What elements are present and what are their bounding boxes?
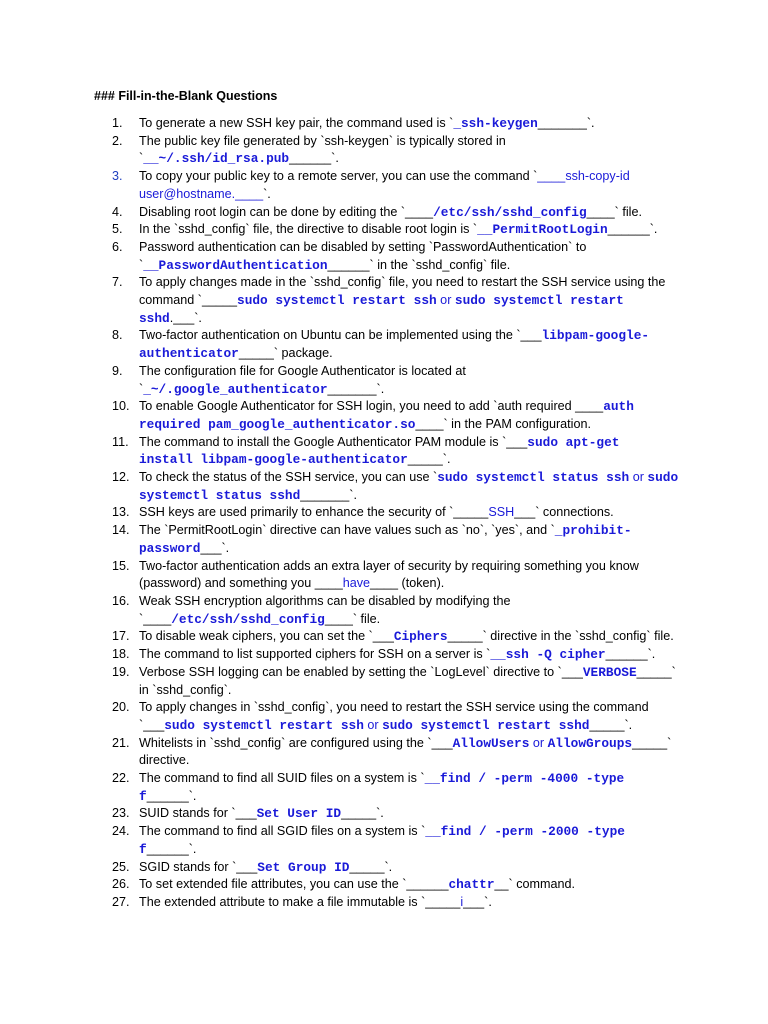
question-text: SGID stands for `___ [139, 859, 258, 874]
answer-text: sudo systemctl status sshd [139, 470, 679, 503]
answer-text: auth required pam_google_authenticator.so [139, 399, 634, 432]
question-text: Password authentication can be disabled by setting `PasswordAuthentication` to ` [139, 239, 587, 272]
question-number: 6. [112, 239, 123, 254]
question-text: To copy your public key to a remote server, you can use the command ` [139, 169, 538, 184]
question-item [0, 894, 679, 912]
question-item [0, 239, 679, 274]
question-item [0, 699, 679, 734]
question-item [0, 274, 679, 327]
question-text: The extended attribute to make a file immutable is `_____ [139, 894, 461, 909]
question-number: 11. [112, 434, 129, 449]
question-number: 27. [112, 894, 130, 909]
question-item [0, 168, 679, 203]
question-item [0, 363, 679, 398]
question-number: 12. [112, 470, 130, 485]
question-text: _____`. [407, 452, 451, 467]
answer-text: _prohibit-password [139, 523, 632, 556]
question-item [0, 133, 679, 168]
question-item [0, 735, 679, 770]
answer-text: /etc/ssh/sshd_config [171, 611, 325, 627]
answer-text: have [342, 576, 371, 591]
question-text: _____` directive. [139, 735, 672, 768]
answer-text: sudo systemctl status ssh [437, 470, 630, 486]
answer-text: _~/.google_authenticator [143, 381, 328, 397]
question-text: _____` directive in the `sshd_config` file. [447, 629, 674, 644]
question-item [0, 204, 679, 222]
answer-text: SSH [488, 505, 515, 520]
answer-text: __find / -perm -4000 -type f [139, 771, 625, 804]
answer-text: sudo systemctl restart sshd [139, 293, 624, 326]
question-text: _____` in `sshd_config`. [139, 664, 676, 697]
question-text: ___` connections. [514, 505, 614, 520]
question-text: SSH keys are used primarily to enhance the security of `_____ [139, 505, 489, 520]
question-text: To set extended file attributes, you can use the `______ [139, 877, 449, 892]
answer-text: or [363, 717, 383, 732]
question-number: 25. [112, 859, 130, 874]
question-number: 22. [112, 771, 130, 786]
question-text: Verbose SSH logging can be enabled by setting the `LogLevel` directive to `___ [139, 664, 583, 679]
question-text: To generate a new SSH key pair, the command used is ` [139, 116, 454, 130]
question-text: ___`. [200, 540, 230, 555]
question-text: _______`. [327, 381, 385, 396]
question-text: The configuration file for Google Authenticator is located at ` [139, 363, 466, 396]
answer-text: sudo apt-get install libpam-google-authenticator [139, 434, 620, 468]
question-text: _____`. [349, 859, 393, 874]
question-number: 10. [112, 399, 130, 414]
answer-text: i [460, 894, 464, 909]
question-text: The public key file generated by `ssh-keygen` is typically stored in ` [139, 133, 506, 166]
answer-text: __PermitRootLogin [477, 222, 608, 238]
question-text: _____`. [341, 806, 384, 821]
question-text: The `PermitRootLogin` directive can have values such as `no`, `yes`, and ` [139, 523, 555, 538]
question-text: `. [263, 186, 271, 201]
question-text: To apply changes made in the `sshd_config` file, you need to restart the SSH service using the command `_____ [139, 275, 666, 308]
answer-text: _ssh-keygen [453, 116, 538, 131]
answer-text: __ssh -Q cipher [490, 647, 606, 663]
question-text: _______`. [300, 487, 358, 502]
question-text: ____` file. [324, 611, 381, 626]
question-text: The command to list supported ciphers for SSH on a server is ` [139, 647, 491, 662]
question-item [0, 823, 679, 858]
question-text: To enable Google Authenticator for SSH login, you need to add `auth required ____ [139, 399, 604, 414]
question-number: 15. [112, 558, 130, 573]
question-item [0, 504, 679, 522]
answer-text: __find / -perm -2000 -type f [139, 824, 625, 857]
question-number: 8. [112, 328, 123, 343]
question-item [0, 859, 679, 877]
answer-text: VERBOSE [582, 664, 637, 680]
answer-text: __PasswordAuthentication [143, 257, 328, 273]
answer-text: or [629, 470, 648, 485]
answer-text: sudo systemctl restart sshd [382, 717, 590, 733]
question-number: 1. [112, 116, 123, 130]
answer-text: or [529, 735, 548, 750]
question-text: The command to find all SGID files on a system is ` [139, 824, 426, 839]
question-text: In the `sshd_config` file, the directive to disable root login is ` [139, 222, 478, 237]
question-item [0, 558, 679, 593]
question-number: 26. [112, 877, 130, 892]
question-item [0, 115, 679, 133]
question-text: Two-factor authentication on Ubuntu can be implemented using the `___ [139, 328, 542, 343]
question-text: ____` in the PAM configuration. [415, 416, 591, 431]
question-text: ______`. [289, 151, 339, 166]
question-number: 16. [112, 593, 130, 608]
answer-text: libpam-google-authenticator [139, 328, 650, 362]
question-item [0, 876, 679, 894]
answer-text: /etc/ssh/sshd_config [433, 204, 587, 220]
question-text: Disabling root login can be done by editing the `____ [139, 204, 434, 219]
question-item [0, 398, 679, 433]
question-text: _______`. [537, 116, 595, 130]
question-item [0, 805, 679, 823]
question-number: 3. [112, 169, 123, 184]
question-number: 21. [112, 735, 130, 750]
answer-text: ____ssh-copy-id user@hostname.____ [139, 169, 630, 201]
question-text: ______`. [146, 841, 197, 856]
question-text: ______` in the `sshd_config` file. [327, 257, 511, 272]
answer-text: __~/.ssh/id_rsa.pub [143, 151, 290, 167]
question-text: The command to install the Google Authenticator PAM module is `___ [139, 434, 528, 449]
question-number: 23. [112, 806, 130, 821]
question-text: ____` file. [586, 204, 642, 219]
question-item [0, 593, 679, 628]
answer-text: chattr [448, 877, 495, 893]
question-item [0, 770, 679, 805]
question-number: 19. [112, 664, 130, 679]
question-item [0, 434, 679, 469]
question-item [0, 327, 679, 362]
question-number: 5. [112, 222, 123, 237]
question-number: 9. [112, 363, 123, 378]
question-number: 20. [112, 700, 130, 715]
question-text: Whitelists in `sshd_config` are configured using the `___ [139, 735, 453, 750]
question-text: The command to find all SUID files on a system is ` [139, 771, 425, 786]
question-number: 13. [112, 505, 130, 520]
answer-text: or [436, 293, 455, 308]
answer-text: sudo systemctl restart ssh [237, 293, 437, 309]
question-item [0, 646, 679, 664]
question-text: To apply changes in `sshd_config`, you need to restart the SSH service using the command `___ [139, 700, 649, 732]
question-text: _____` package. [238, 346, 333, 361]
question-text: ______`. [607, 222, 658, 237]
answer-text: sudo systemctl restart ssh [164, 717, 364, 733]
question-number: 14. [112, 523, 130, 538]
question-item [0, 469, 679, 504]
question-item [0, 628, 679, 646]
question-number: 4. [112, 204, 123, 219]
question-number: 24. [112, 824, 130, 839]
question-number: 18. [112, 647, 130, 662]
answer-text: AllowUsers [452, 735, 530, 751]
question-list [0, 115, 768, 912]
question-text: ____ (token). [370, 576, 445, 591]
answer-text: AllowGroups [547, 735, 633, 751]
question-text: ______`. [605, 647, 656, 662]
answer-text: Set User ID [256, 806, 342, 822]
question-text: Weak SSH encryption algorithms can be disabled by modifying the `____ [139, 593, 511, 626]
question-number: 7. [112, 275, 123, 290]
question-text: __` command. [494, 877, 576, 892]
answer-text: Set Group ID [257, 859, 350, 875]
question-text: To check the status of the SSH service, you can use ` [139, 470, 438, 485]
page-heading: ### Fill-in-the-Blank Questions [94, 89, 278, 103]
question-text: _____`. [589, 717, 633, 732]
question-text: Two-factor authentication adds an extra layer of security by requiring something you know (password) and something you ____ [139, 558, 639, 591]
answer-text: Ciphers [393, 629, 448, 645]
question-item [0, 664, 679, 699]
question-text: SUID stands for `___ [139, 806, 257, 821]
question-number: 17. [112, 629, 130, 644]
question-text: To disable weak ciphers, you can set the `___ [139, 629, 394, 644]
question-text: ______`. [146, 788, 197, 803]
question-number: 2. [112, 133, 123, 148]
question-text: ___`. [463, 894, 492, 909]
question-text: .___`. [169, 310, 202, 325]
question-item [0, 522, 679, 557]
question-item [0, 221, 679, 239]
